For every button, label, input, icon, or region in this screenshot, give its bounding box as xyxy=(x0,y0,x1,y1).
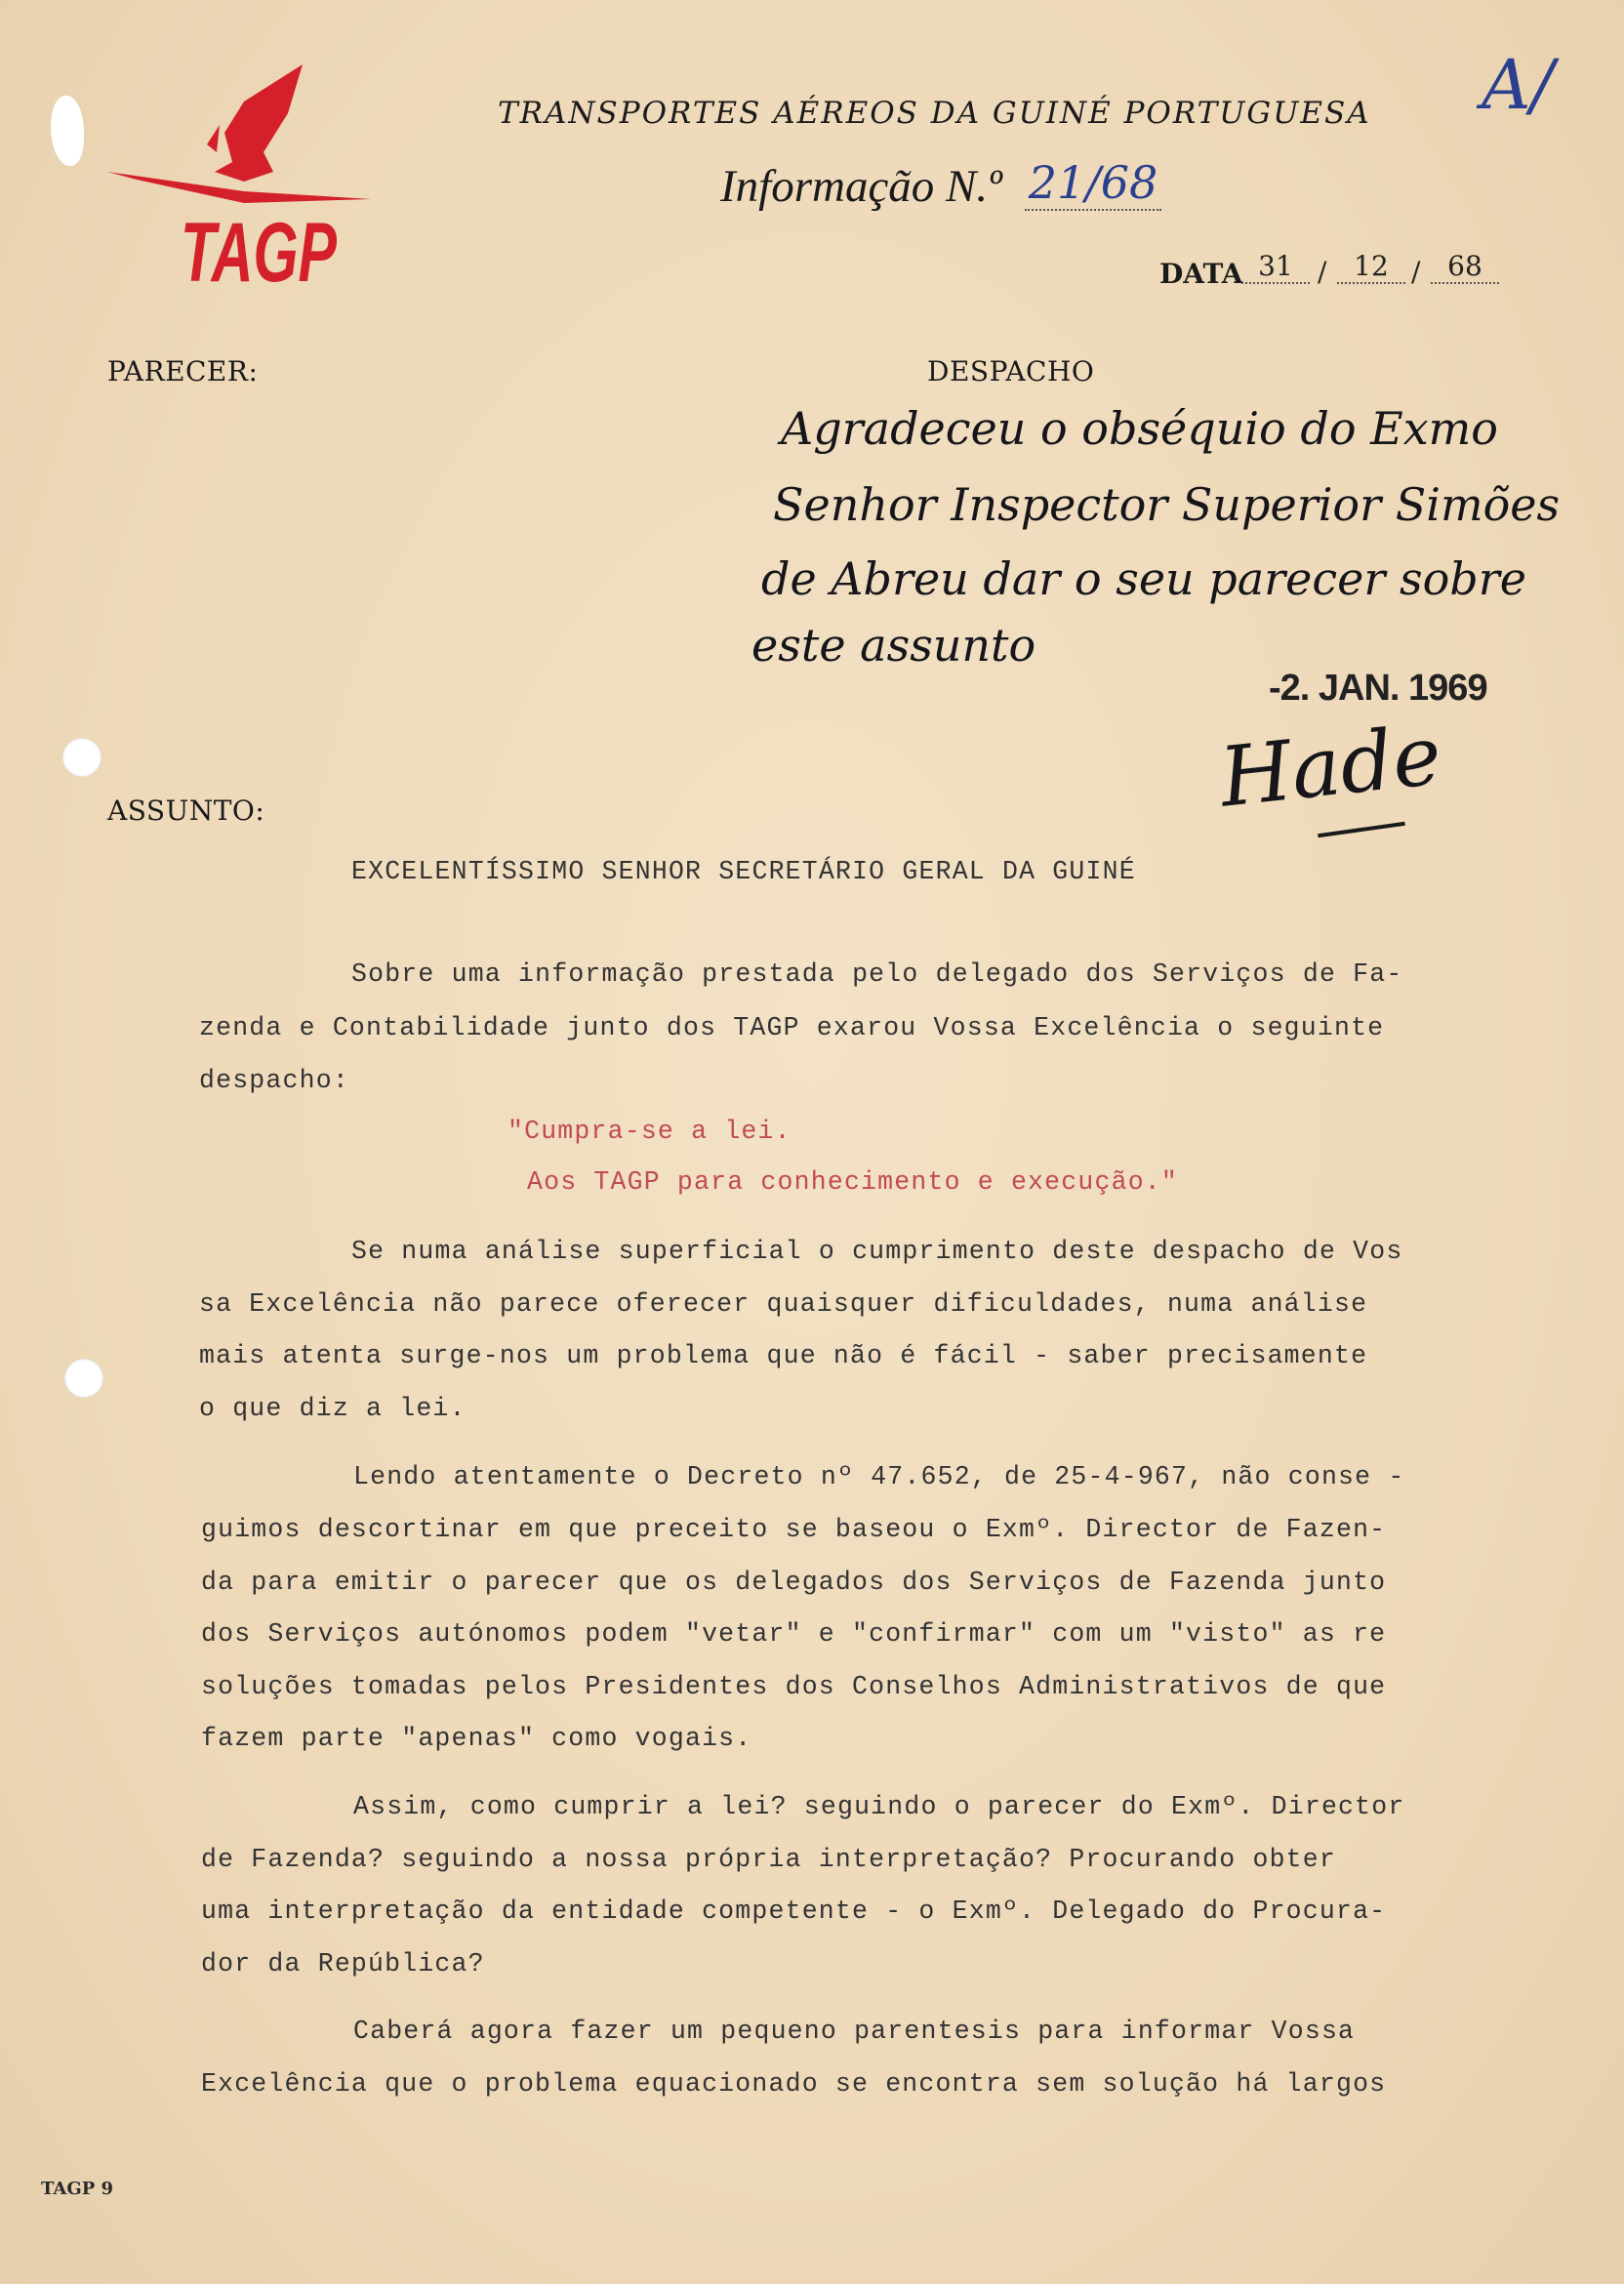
letter-line: o que diz a lei. xyxy=(199,1394,467,1423)
signature-underline xyxy=(1318,822,1405,837)
letter-line: Assim, como cumprir a lei? seguindo o parecer do Exmº. Director xyxy=(353,1792,1405,1821)
letter-line: Sobre uma informação prestada pelo delegado dos Serviços de Fa- xyxy=(351,959,1403,989)
letter-quote-line: Aos TAGP para conhecimento e execução." xyxy=(527,1167,1179,1197)
letter-line: uma interpretação da entidade competente - o Exmº. Delegado do Procura- xyxy=(201,1897,1387,1926)
parecer-label: PARECER: xyxy=(107,355,259,387)
letter-line: Excelência que o problema equacionado se encontra sem solução há largos xyxy=(201,2069,1387,2099)
letter-line: da para emitir o parecer que os delegados dos Serviços de Fazenda junto xyxy=(201,1568,1387,1597)
letter-line: sa Excelência não parece oferecer quaisquer dificuldades, numa análise xyxy=(199,1289,1368,1319)
despacho-label: DESPACHO xyxy=(927,355,1095,387)
date-day: 31 xyxy=(1241,250,1310,284)
letter-line: fazem parte "apenas" como vogais. xyxy=(201,1724,752,1753)
date-separator: / xyxy=(1318,256,1327,288)
letter-line: mais atenta surge-nos um problema que não é fácil - saber precisamente xyxy=(199,1341,1368,1370)
letter-line: Lendo atentamente o Decreto nº 47.652, de 25-4-967, não conse - xyxy=(353,1462,1405,1491)
logo-text: TAGP xyxy=(181,206,338,300)
punch-hole xyxy=(62,738,102,777)
initials-mark: A/ xyxy=(1482,45,1555,125)
letter-line: soluções tomadas pelos Presidentes dos Conselhos Administrativos de que xyxy=(201,1672,1387,1701)
despacho-handwritten-line: de Abreu dar o seu parecer sobre xyxy=(761,552,1526,605)
letter-line: zenda e Contabilidade junto dos TAGP exarou Vossa Excelência o seguinte xyxy=(199,1013,1385,1042)
date-month: 12 xyxy=(1337,250,1405,284)
date-label: DATA xyxy=(1159,258,1243,290)
assunto-label: ASSUNTO: xyxy=(107,795,265,827)
torn-corner xyxy=(51,96,84,166)
letter-salutation: EXCELENTÍSSIMO SENHOR SECRETÁRIO GERAL DA GUINÉ xyxy=(351,857,1136,886)
despacho-handwritten-line: Senhor Inspector Superior Simões xyxy=(773,478,1561,531)
letter-line: Caberá agora fazer um pequeno parentesis para informar Vossa xyxy=(353,2017,1356,2046)
punch-hole xyxy=(64,1359,103,1398)
letter-quote-line: "Cumpra-se a lei. xyxy=(508,1117,792,1146)
signature: Hade xyxy=(1215,707,1446,826)
despacho-handwritten-line: Agradeceu o obséquio do Exmo xyxy=(781,402,1498,455)
letter-line: Se numa análise superficial o cumprimento deste despacho de Vos xyxy=(351,1237,1403,1266)
letter-line: dor da República? xyxy=(201,1949,485,1978)
information-label: Informação N.º xyxy=(720,161,1002,212)
letter-line: despacho: xyxy=(199,1066,349,1095)
letter-line: dos Serviços autónomos podem "vetar" e "confirmar" com um "visto" as re xyxy=(201,1619,1387,1649)
date-year: 68 xyxy=(1431,250,1499,284)
information-number: 21/68 xyxy=(1025,156,1161,211)
organization-name: TRANSPORTES AÉREOS DA GUINÉ PORTUGUESA xyxy=(498,96,1371,131)
letter-line: de Fazenda? seguindo a nossa própria interpretação? Procurando obter xyxy=(201,1845,1336,1874)
footer-form-code: TAGP 9 xyxy=(41,2179,114,2199)
date-separator: / xyxy=(1411,256,1421,288)
despacho-handwritten-line: este assunto xyxy=(751,619,1036,672)
letter-line: guimos descortinar em que preceito se baseou o Exmº. Director de Fazen- xyxy=(201,1515,1387,1544)
date-stamp: -2. JAN. 1969 xyxy=(1269,668,1487,709)
tagp-bird-logo xyxy=(98,55,381,299)
